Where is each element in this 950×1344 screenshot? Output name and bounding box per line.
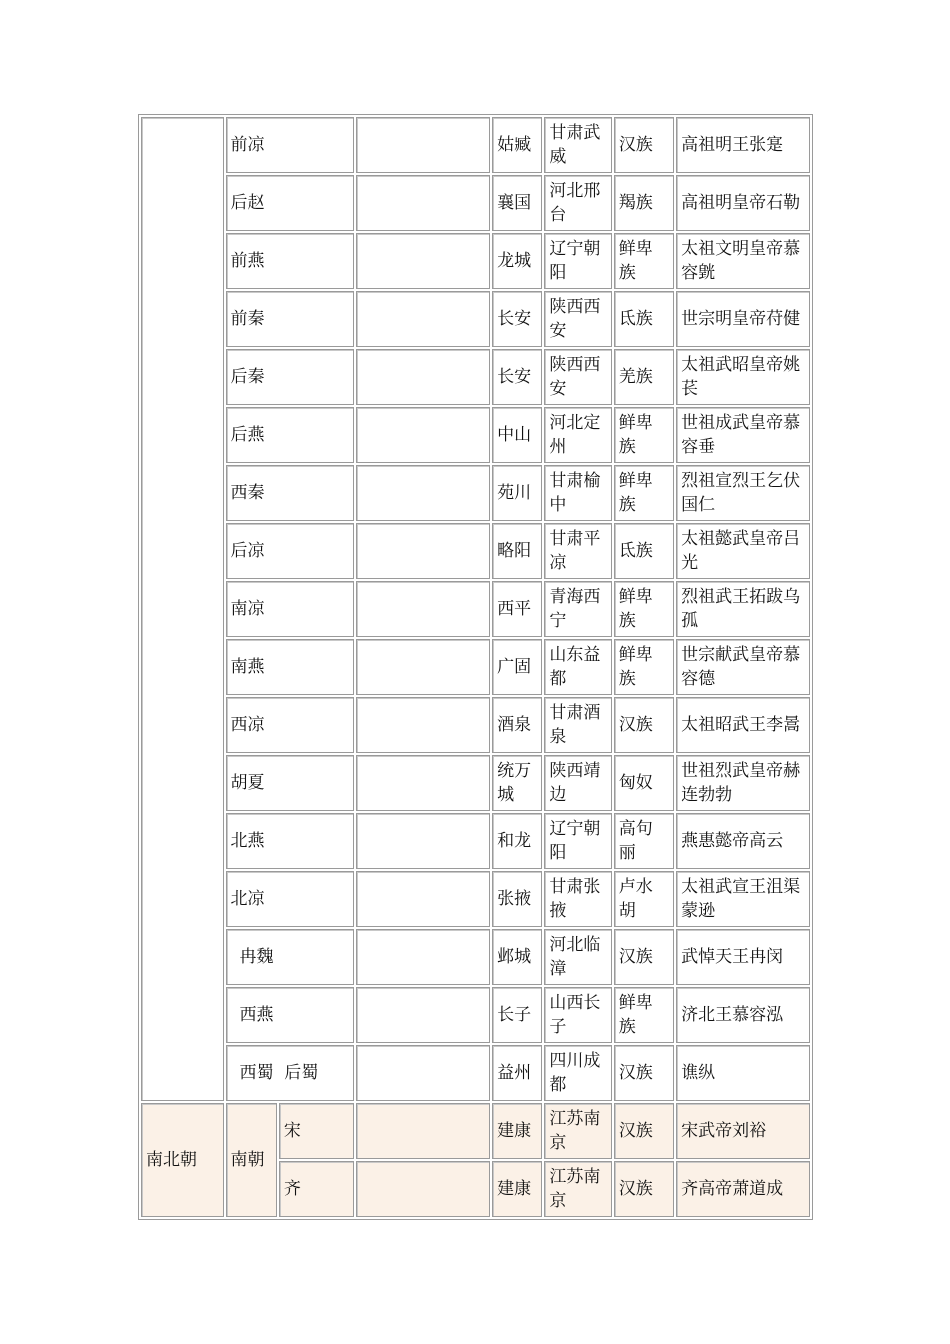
blank-cell <box>356 1045 490 1101</box>
state-cell: 南凉 <box>226 581 355 637</box>
state-cell: 后赵 <box>226 175 355 231</box>
founder-cell: 世宗献武皇帝慕容德 <box>676 639 810 695</box>
capital-cell: 建康 <box>492 1103 542 1159</box>
location-cell: 甘肃张掖 <box>544 871 611 927</box>
founder-cell: 谯纵 <box>676 1045 810 1101</box>
location-cell: 甘肃武威 <box>544 117 611 173</box>
table-row <box>141 755 810 811</box>
founder-cell: 太祖昭武王李暠 <box>676 697 810 753</box>
ethnicity-cell: 鲜卑族 <box>614 639 674 695</box>
ethnicity-cell: 高句丽 <box>614 813 674 869</box>
capital-cell: 益州 <box>492 1045 542 1101</box>
founder-cell: 宋武帝刘裕 <box>676 1103 810 1159</box>
ethnicity-cell: 汉族 <box>614 929 674 985</box>
ethnicity-cell: 鲜卑族 <box>614 407 674 463</box>
ethnicity-cell: 汉族 <box>614 1103 674 1159</box>
table-row <box>141 929 810 985</box>
founder-cell: 武悼天王冉闵 <box>676 929 810 985</box>
state-cell: 齐 <box>279 1161 354 1217</box>
ethnicity-cell: 匈奴 <box>614 755 674 811</box>
state-cell: 后秦 <box>226 349 355 405</box>
founder-cell: 济北王慕容泓 <box>676 987 810 1043</box>
blank-cell <box>356 1161 490 1217</box>
blank-cell <box>356 755 490 811</box>
blank-cell <box>356 929 490 985</box>
state-cell: 前凉 <box>226 117 355 173</box>
capital-cell: 长安 <box>492 291 542 347</box>
location-cell: 陕西西安 <box>544 291 611 347</box>
state-cell: 北燕 <box>226 813 355 869</box>
blank-cell <box>356 233 490 289</box>
table-row <box>141 639 810 695</box>
founder-cell: 太祖武昭皇帝姚苌 <box>676 349 810 405</box>
founder-cell: 世祖烈武皇帝赫连勃勃 <box>676 755 810 811</box>
table-row <box>141 871 810 927</box>
founder-cell: 齐高帝萧道成 <box>676 1161 810 1217</box>
table-row <box>141 117 810 173</box>
capital-cell: 张掖 <box>492 871 542 927</box>
location-cell: 辽宁朝阳 <box>544 233 611 289</box>
ethnicity-cell: 羯族 <box>614 175 674 231</box>
era-cell <box>141 117 224 1101</box>
location-cell: 甘肃酒泉 <box>544 697 611 753</box>
blank-cell <box>356 639 490 695</box>
ethnicity-cell: 氐族 <box>614 291 674 347</box>
ethnicity-cell: 汉族 <box>614 117 674 173</box>
location-cell: 山西长子 <box>544 987 611 1043</box>
location-cell: 四川成都 <box>544 1045 611 1101</box>
blank-cell <box>356 349 490 405</box>
era-cell: 南北朝 <box>141 1103 224 1217</box>
capital-cell: 长子 <box>492 987 542 1043</box>
table-row <box>141 465 810 521</box>
blank-cell <box>356 1103 490 1159</box>
state-cell: 前秦 <box>226 291 355 347</box>
founder-cell: 太祖懿武皇帝吕光 <box>676 523 810 579</box>
ethnicity-cell: 鲜卑族 <box>614 465 674 521</box>
capital-cell: 襄国 <box>492 175 542 231</box>
state-cell: 前燕 <box>226 233 355 289</box>
ethnicity-cell: 汉族 <box>614 697 674 753</box>
location-cell: 河北临漳 <box>544 929 611 985</box>
capital-cell: 中山 <box>492 407 542 463</box>
table-row <box>141 697 810 753</box>
capital-cell: 略阳 <box>492 523 542 579</box>
state-cell: 南燕 <box>226 639 355 695</box>
capital-cell: 苑川 <box>492 465 542 521</box>
blank-cell <box>356 697 490 753</box>
ethnicity-cell: 氐族 <box>614 523 674 579</box>
table-row <box>141 1045 810 1101</box>
blank-cell <box>356 523 490 579</box>
dynasty-table <box>138 114 813 1220</box>
founder-cell: 烈祖武王拓跋乌孤 <box>676 581 810 637</box>
capital-cell: 建康 <box>492 1161 542 1217</box>
state-cell: 后凉 <box>226 523 355 579</box>
capital-cell: 酒泉 <box>492 697 542 753</box>
location-cell: 河北定州 <box>544 407 611 463</box>
location-cell: 陕西靖边 <box>544 755 611 811</box>
ethnicity-cell: 鲜卑族 <box>614 987 674 1043</box>
capital-cell: 龙城 <box>492 233 542 289</box>
blank-cell <box>356 465 490 521</box>
ethnicity-cell: 汉族 <box>614 1161 674 1217</box>
blank-cell <box>356 291 490 347</box>
capital-cell: 长安 <box>492 349 542 405</box>
blank-cell <box>356 871 490 927</box>
capital-cell: 邺城 <box>492 929 542 985</box>
founder-cell: 燕惠懿帝高云 <box>676 813 810 869</box>
ethnicity-cell: 卢水胡 <box>614 871 674 927</box>
table-row <box>141 813 810 869</box>
ethnicity-cell: 鲜卑族 <box>614 233 674 289</box>
founder-cell: 太祖武宣王沮渠蒙逊 <box>676 871 810 927</box>
capital-cell: 统万城 <box>492 755 542 811</box>
founder-cell: 高祖明王张寔 <box>676 117 810 173</box>
location-cell: 河北邢台 <box>544 175 611 231</box>
table-row <box>141 349 810 405</box>
state-cell: 宋 <box>279 1103 354 1159</box>
table-row <box>141 987 810 1043</box>
capital-cell: 和龙 <box>492 813 542 869</box>
founder-cell: 世宗明皇帝苻健 <box>676 291 810 347</box>
ethnicity-cell: 羌族 <box>614 349 674 405</box>
location-cell: 山东益都 <box>544 639 611 695</box>
state-cell: 西燕 <box>226 987 355 1043</box>
table-row <box>141 233 810 289</box>
state-cell: 北凉 <box>226 871 355 927</box>
table-row <box>141 291 810 347</box>
blank-cell <box>356 407 490 463</box>
blank-cell <box>356 175 490 231</box>
capital-cell: 姑臧 <box>492 117 542 173</box>
location-cell: 江苏南京 <box>544 1103 611 1159</box>
capital-cell: 广固 <box>492 639 542 695</box>
state-cell: 后燕 <box>226 407 355 463</box>
state-cell: 西蜀 后蜀 <box>226 1045 355 1101</box>
founder-cell: 太祖文明皇帝慕容皝 <box>676 233 810 289</box>
table-row <box>141 1103 810 1159</box>
location-cell: 甘肃平凉 <box>544 523 611 579</box>
ethnicity-cell: 鲜卑族 <box>614 581 674 637</box>
founder-cell: 高祖明皇帝石勒 <box>676 175 810 231</box>
state-cell: 胡夏 <box>226 755 355 811</box>
location-cell: 甘肃榆中 <box>544 465 611 521</box>
ethnicity-cell: 汉族 <box>614 1045 674 1101</box>
state-cell: 冉魏 <box>226 929 355 985</box>
blank-cell <box>356 117 490 173</box>
table-row <box>141 523 810 579</box>
table-row <box>141 581 810 637</box>
location-cell: 江苏南京 <box>544 1161 611 1217</box>
blank-cell <box>356 813 490 869</box>
location-cell: 陕西西安 <box>544 349 611 405</box>
blank-cell <box>356 581 490 637</box>
table-row <box>141 407 810 463</box>
blank-cell <box>356 987 490 1043</box>
table-row <box>141 175 810 231</box>
state-cell: 西凉 <box>226 697 355 753</box>
location-cell: 辽宁朝阳 <box>544 813 611 869</box>
founder-cell: 烈祖宣烈王乞伏国仁 <box>676 465 810 521</box>
dynasty-cell: 南朝 <box>226 1103 277 1217</box>
capital-cell: 西平 <box>492 581 542 637</box>
state-cell: 西秦 <box>226 465 355 521</box>
location-cell: 青海西宁 <box>544 581 611 637</box>
founder-cell: 世祖成武皇帝慕容垂 <box>676 407 810 463</box>
